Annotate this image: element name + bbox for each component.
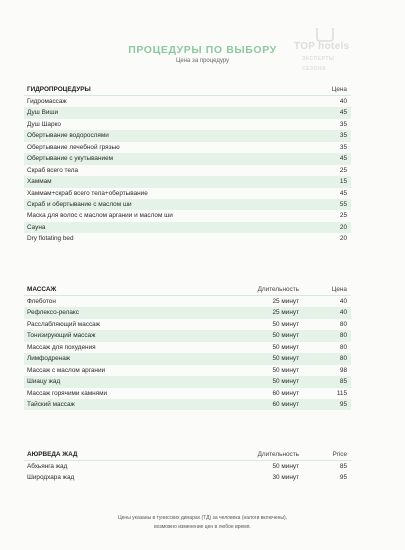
table-row <box>24 210 351 221</box>
table-row <box>24 342 351 353</box>
procedure-price: 80 <box>339 343 347 351</box>
table-row <box>24 307 351 318</box>
footer-line2: возможно изменение цен в любое время. <box>154 524 251 530</box>
procedure-name: Рефлексо-релакс <box>27 309 79 317</box>
table-row <box>24 388 351 399</box>
table-row <box>24 376 351 387</box>
procedure-price: 15 <box>339 178 347 186</box>
procedure-price: 35 <box>339 132 347 140</box>
table-row <box>24 153 351 164</box>
procedure-name: Сауна <box>27 223 46 231</box>
procedure-name: Абхьянга жад <box>27 463 68 470</box>
procedure-name: Флеботон <box>27 298 56 305</box>
procedure-name: Массаж для похудения <box>27 343 96 351</box>
procedure-name: Массаж с маслом аргании <box>27 366 106 374</box>
procedure-name: Широдхара жад <box>27 474 75 482</box>
table-row <box>24 222 351 233</box>
ayurveda-heading: АЮРВЕДА ЖАД <box>27 451 78 458</box>
procedure-price: 95 <box>339 400 347 408</box>
procedure-name: Лимфодренаж <box>27 355 71 363</box>
procedure-price: 95 <box>339 474 347 482</box>
procedure-name: Душ Шарко <box>27 120 61 128</box>
procedure-name: Обертывание с укутыванием <box>27 155 114 163</box>
watermark-line2: ЭКСПЕРТЫ СЕЗОНА <box>302 56 335 72</box>
procedure-price: 98 <box>339 366 347 374</box>
procedure-price: 85 <box>339 378 347 386</box>
watermark-line1: TOP hotels <box>294 41 350 52</box>
procedure-price: 40 <box>339 98 347 105</box>
table-row <box>24 319 351 330</box>
hydro-header <box>24 84 351 96</box>
hydro-heading: ГИДРОПРОЦЕДУРЫ <box>27 86 91 93</box>
procedure-name: Тайский массаж <box>27 400 75 408</box>
procedure-price: 40 <box>339 298 347 305</box>
ayurveda-section <box>24 449 351 484</box>
procedure-duration: 25 минут <box>272 309 299 317</box>
procedure-duration: 30 минут <box>272 474 299 482</box>
procedure-price: 25 <box>339 212 347 220</box>
hydro-rows <box>24 96 351 245</box>
table-row <box>24 353 351 364</box>
massage-rows <box>24 296 351 410</box>
table-row <box>24 142 351 153</box>
procedure-price: 25 <box>339 166 347 174</box>
ayurveda-duration-label: Длительность <box>257 451 299 458</box>
massage-price-label: Цена <box>331 286 347 293</box>
table-row <box>24 399 351 410</box>
table-row <box>24 176 351 187</box>
table-row <box>24 199 351 210</box>
procedure-duration: 50 минут <box>272 332 299 340</box>
procedure-name: Обертывание лечебной грязью <box>27 143 120 151</box>
procedure-duration: 50 минут <box>272 355 299 363</box>
footer-line1: Цены указаны в тунисских динарах (ТД) за человека (налоги включены), <box>117 515 288 521</box>
crown-icon <box>316 28 334 42</box>
hydro-section <box>24 84 351 245</box>
ayurveda-rows <box>24 461 351 484</box>
table-row <box>24 107 351 118</box>
procedure-name: Гидромассаж <box>27 98 67 105</box>
procedure-price: 35 <box>339 120 347 128</box>
table-row <box>24 472 351 483</box>
procedure-price: 40 <box>339 309 347 317</box>
procedure-price: 80 <box>339 332 347 340</box>
procedure-name: Расслабляющий массаж <box>27 320 100 328</box>
procedure-name: Маска для волос с маслом аргании и маслом ши <box>27 212 173 220</box>
table-row <box>24 365 351 376</box>
table-row <box>24 330 351 341</box>
procedure-name: Dry flotating bed <box>27 235 74 243</box>
procedure-price: 35 <box>339 143 347 151</box>
procedure-price: 45 <box>339 109 347 117</box>
procedure-duration: 50 минут <box>272 366 299 374</box>
table-row <box>24 119 351 130</box>
massage-heading: МАССАЖ <box>27 286 57 293</box>
procedure-duration: 50 минут <box>272 343 299 351</box>
hydro-price-label: Цена <box>331 86 347 93</box>
footer-note <box>0 514 405 532</box>
procedure-price: 115 <box>336 389 347 397</box>
procedure-duration: 25 минут <box>272 298 299 305</box>
procedure-price: 80 <box>339 320 347 328</box>
ayurveda-header <box>24 449 351 461</box>
procedure-name: Массаж горячими камнями <box>27 389 108 397</box>
procedure-price: 20 <box>339 235 347 243</box>
procedure-price: 55 <box>339 200 347 208</box>
procedure-price: 80 <box>339 355 347 363</box>
table-row <box>24 188 351 199</box>
procedure-price: 20 <box>339 223 347 231</box>
procedure-price: 85 <box>339 463 347 470</box>
procedure-duration: 50 минут <box>272 463 299 470</box>
table-row <box>24 461 351 472</box>
procedure-name: Тонизирующий массаж <box>27 332 96 340</box>
procedure-duration: 60 минут <box>272 400 299 408</box>
table-row <box>24 130 351 141</box>
page-subtitle: Цена за процедуру <box>175 58 230 64</box>
table-row <box>24 296 351 307</box>
procedure-name: Шиацу жад <box>27 378 61 386</box>
procedure-name: Обертывание водорослями <box>27 132 109 140</box>
procedure-name: Хаммам+скраб всего тела+обертывание <box>27 189 148 197</box>
procedure-name: Скраб всего тела <box>27 166 79 174</box>
procedure-name: Хаммам <box>27 178 52 186</box>
procedure-duration: 50 минут <box>272 320 299 328</box>
massage-duration-label: Длительность <box>257 286 299 293</box>
page-title: ПРОЦЕДУРЫ ПО ВЫБОРУ <box>128 44 277 56</box>
table-row <box>24 233 351 244</box>
procedure-duration: 50 минут <box>272 378 299 386</box>
procedure-duration: 60 минут <box>272 389 299 397</box>
procedure-name: Скраб и обертывание с маслом ши <box>27 200 132 208</box>
procedure-price: 45 <box>339 155 347 163</box>
ayurveda-price-label: Price <box>332 451 347 458</box>
procedure-price: 45 <box>339 189 347 197</box>
procedure-name: Душ Виши <box>27 109 59 117</box>
table-row <box>24 165 351 176</box>
table-row <box>24 96 351 107</box>
massage-header <box>24 284 351 296</box>
massage-section <box>24 284 351 410</box>
